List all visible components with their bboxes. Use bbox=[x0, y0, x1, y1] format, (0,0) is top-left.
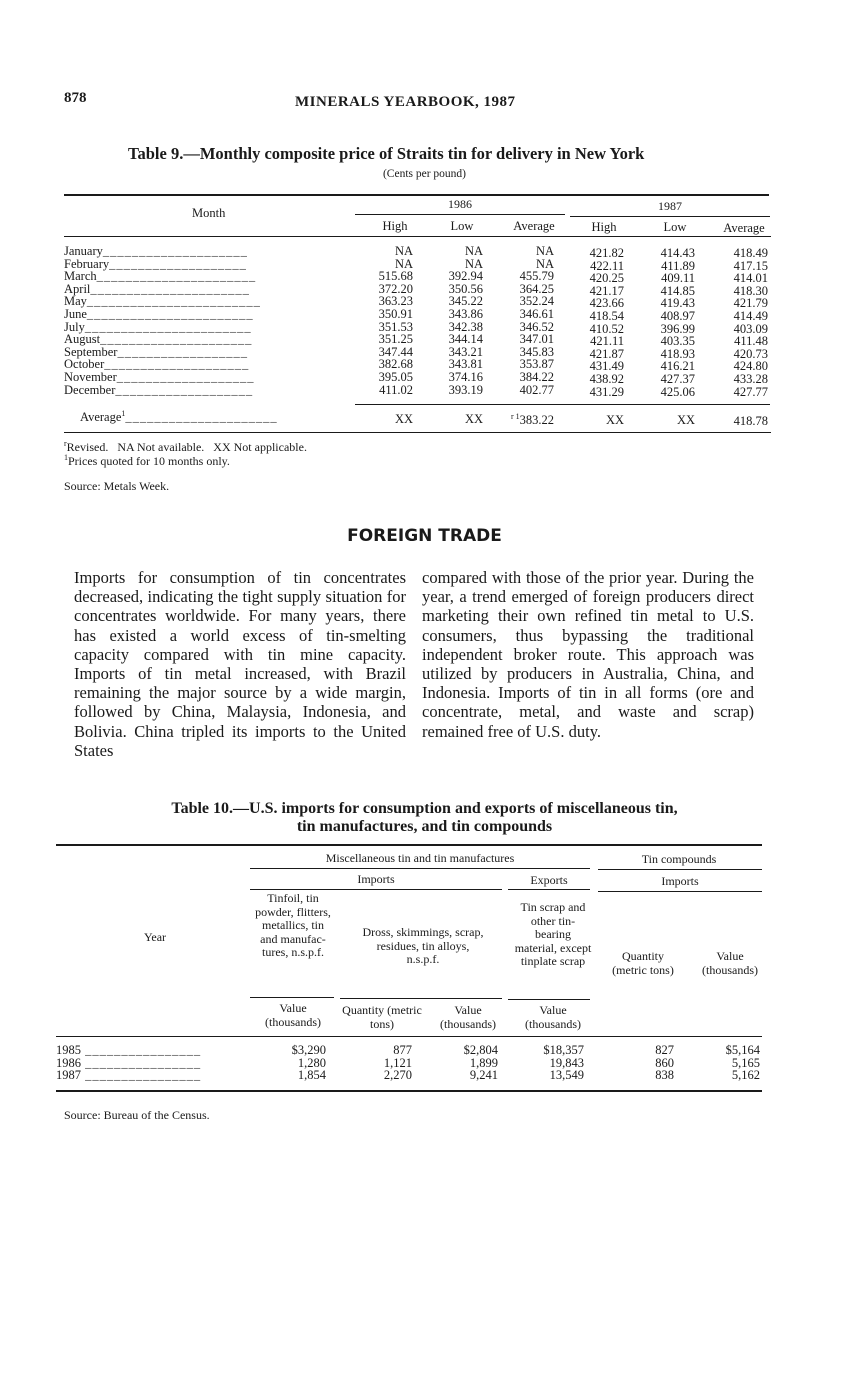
table10-group-header: Miscellaneous tin and tin manufactures bbox=[325, 851, 515, 865]
leader-dots: ________________ bbox=[81, 1043, 202, 1057]
table9-cell: 421.82 bbox=[589, 246, 624, 260]
leader-dots: ______________________ bbox=[96, 269, 257, 284]
table9-cell: NA bbox=[464, 244, 483, 258]
table9-cell: 421.11 bbox=[590, 334, 624, 349]
table10-cell: 1,899 bbox=[469, 1055, 498, 1070]
table9-cell: 424.80 bbox=[733, 359, 768, 374]
table9-cell: 421.79 bbox=[733, 296, 768, 311]
table9-bottom-rule bbox=[64, 432, 771, 433]
table9-top-rule bbox=[64, 194, 769, 196]
table9-cell: 418.49 bbox=[733, 246, 768, 260]
table9-cell: 345.22 bbox=[448, 294, 483, 309]
table10-subgroup-header: Imports bbox=[661, 874, 699, 888]
table10-unit-header: Quantity (metric tons) bbox=[342, 1003, 422, 1031]
table9-cell: 343.86 bbox=[448, 307, 483, 321]
leader-dots: _____________________ bbox=[100, 332, 253, 347]
table9-cell: 431.49 bbox=[589, 359, 624, 374]
table9-cell: 392.94 bbox=[448, 269, 483, 284]
year-label: 1986 bbox=[56, 1055, 81, 1070]
table10-cell: 838 bbox=[655, 1068, 674, 1083]
table9-cell: 411.48 bbox=[734, 334, 768, 349]
leader-dots: ________________ bbox=[81, 1055, 202, 1070]
footnote-mark: 1 bbox=[64, 453, 68, 462]
month-label: October bbox=[64, 357, 105, 372]
table9-avg-cell: XX bbox=[394, 412, 413, 426]
month-label: July bbox=[64, 319, 85, 334]
table10-title-line1: Table 10.—U.S. imports for consumption and exports of miscellaneous tin, bbox=[171, 800, 678, 817]
footnote-text: Revised. NA Not available. XX Not applicable. bbox=[66, 440, 307, 454]
table10-category-header: Quantity (metric tons) bbox=[612, 949, 674, 977]
footnote-text: Prices quoted for 10 months only. bbox=[68, 454, 230, 468]
table9-rule-1987 bbox=[570, 216, 770, 217]
table9-subtitle: (Cents per pound) bbox=[382, 168, 467, 180]
table9-cell: 350.56 bbox=[448, 281, 483, 296]
table9-cell: 353.87 bbox=[519, 357, 554, 372]
table9-cell: 418.54 bbox=[589, 309, 624, 323]
table9-cell: 411.02 bbox=[379, 382, 413, 397]
table10-cell: 2,270 bbox=[383, 1068, 412, 1083]
table10-cell: 5,165 bbox=[731, 1055, 760, 1070]
table9-cell: 431.29 bbox=[589, 384, 624, 399]
footnote-mark: r bbox=[64, 439, 67, 448]
table9-cell: NA bbox=[394, 244, 413, 258]
table9-cell: 382.68 bbox=[378, 357, 413, 372]
table9-cell: 416.21 bbox=[660, 359, 695, 374]
table9-cell: 342.38 bbox=[448, 319, 483, 334]
table10-category-header: Dross, skimmings, scrap, residues, tin alloys, n.s.p.f. bbox=[362, 925, 484, 966]
table9-cell: 403.09 bbox=[733, 321, 768, 336]
table9-cell: 347.01 bbox=[519, 332, 554, 347]
table9-cell: 414.85 bbox=[660, 283, 695, 298]
table9-col-header: Low bbox=[450, 219, 474, 233]
table10-category-header: Tinfoil, tin powder, flitters, metallics, tin and manufac- tures, n.s.p.f. bbox=[255, 891, 331, 959]
table10-title-line2: tin manufactures, and tin compounds bbox=[296, 818, 553, 835]
table10-cell: $3,290 bbox=[291, 1043, 326, 1057]
table9-cell: NA bbox=[535, 256, 554, 271]
month-label: December bbox=[64, 382, 116, 397]
table9-title: Table 9.—Monthly composite price of Straits tin for delivery in New York bbox=[128, 144, 645, 163]
leader-dots: ___________________ bbox=[116, 370, 255, 384]
table9-cell: 414.01 bbox=[733, 271, 768, 286]
table9-cell: 410.52 bbox=[589, 321, 624, 336]
table10-cell: 1,121 bbox=[383, 1055, 412, 1070]
table9-cell: 374.16 bbox=[448, 370, 483, 384]
table9-col-header: Average bbox=[723, 221, 765, 235]
table9-cell: 421.17 bbox=[589, 283, 624, 298]
table9-cell: 396.99 bbox=[660, 321, 695, 336]
rule bbox=[250, 997, 334, 998]
table9-cell: 414.49 bbox=[733, 309, 768, 323]
table9-col-header: Low bbox=[663, 220, 687, 234]
table9-header-rule bbox=[64, 236, 771, 237]
leader-dots: ____________________ bbox=[104, 357, 250, 372]
table10-cell: 827 bbox=[655, 1043, 674, 1057]
month-label: February bbox=[64, 256, 110, 271]
table9-cell: 346.61 bbox=[519, 307, 554, 321]
table9-avg-cell: XX bbox=[605, 413, 624, 427]
rule bbox=[508, 999, 590, 1000]
leader-dots: ___________________ bbox=[115, 382, 254, 397]
table9-cell: 343.21 bbox=[448, 344, 483, 359]
month-label: August bbox=[64, 332, 101, 347]
table9-cell: 420.25 bbox=[589, 271, 624, 286]
table10-cell: 860 bbox=[655, 1055, 674, 1070]
table10-cell: $5,164 bbox=[725, 1043, 760, 1057]
leader-dots: _______________________ bbox=[86, 307, 254, 321]
table10-stub-header: Year bbox=[143, 930, 167, 944]
table10-category-header: Value (thousands) bbox=[702, 949, 758, 977]
table9-cell: 423.66 bbox=[589, 296, 624, 311]
table9-avg-rule bbox=[355, 404, 770, 405]
table10-cell: 1,854 bbox=[297, 1068, 326, 1083]
table9-cell: 433.28 bbox=[733, 372, 768, 386]
table9-cell: 372.20 bbox=[378, 281, 413, 296]
table10-cell: 5,162 bbox=[731, 1068, 760, 1083]
table9-cell: 351.25 bbox=[378, 332, 413, 347]
leader-dots: ______________________ bbox=[90, 281, 250, 296]
section-heading: FOREIGN TRADE bbox=[347, 526, 502, 546]
rule bbox=[250, 868, 590, 869]
body-text-right-column: compared with those of the prior year. During the year, a trend emerged of foreign producers direct marketing their own refined tin metal to U.S. consumers, thus bypassing the traditional independent broker route. This approach was utilized by producers in Australia, China, and Indonesia. Imports of tin in all forms (ore and concentrate, metal, and waste and scrap) remained free of U.S. duty. bbox=[422, 568, 754, 741]
table9-year-1986: 1986 bbox=[448, 197, 472, 211]
table9-cell: 418.93 bbox=[660, 346, 695, 361]
table9-cell: 352.24 bbox=[519, 294, 554, 309]
table9-cell: NA bbox=[394, 256, 413, 271]
table10-source: Source: Bureau of the Census. bbox=[64, 1108, 210, 1122]
page-number: 878 bbox=[64, 90, 87, 106]
table9-cell: 351.53 bbox=[378, 319, 413, 334]
table9-cell: 403.35 bbox=[660, 334, 695, 349]
rule bbox=[598, 891, 762, 892]
table9-average-label bbox=[64, 409, 278, 425]
table10-unit-header: Value (thousands) bbox=[525, 1003, 581, 1031]
leader-dots: ___________________ bbox=[109, 256, 247, 271]
table10-unit-header: Value (thousands) bbox=[440, 1003, 496, 1031]
table9-cell: 347.44 bbox=[378, 344, 413, 359]
table10-cell: $2,804 bbox=[463, 1043, 498, 1057]
table9-cell: 418.30 bbox=[733, 283, 768, 298]
table9-col-header: Average bbox=[513, 219, 555, 233]
table10-group-header: Tin compounds bbox=[641, 852, 717, 866]
footnote-mark: r 1 bbox=[510, 412, 520, 421]
leader-dots: ________________ bbox=[81, 1068, 202, 1083]
table9-cell: 425.06 bbox=[660, 384, 695, 399]
year-label: 1985 bbox=[56, 1043, 81, 1057]
footnote-mark: 1 bbox=[121, 409, 126, 418]
table9-cell: 427.37 bbox=[660, 372, 695, 386]
rule bbox=[508, 889, 590, 890]
table9-avg-cell bbox=[490, 412, 554, 428]
table9-source: Source: Metals Week. bbox=[64, 479, 170, 493]
month-label: June bbox=[64, 307, 87, 321]
table10-cell: 9,241 bbox=[469, 1068, 498, 1083]
rule bbox=[598, 869, 762, 870]
table9-cell: 364.25 bbox=[519, 281, 554, 296]
table10-category-header: Tin scrap and other tin-bearing material, except tinplate scrap bbox=[514, 900, 592, 968]
table9-row-month bbox=[64, 383, 253, 398]
year-label: 1987 bbox=[56, 1068, 81, 1083]
table9-cell: 438.92 bbox=[589, 372, 624, 386]
table10-top-rule bbox=[56, 844, 762, 846]
table9-cell: NA bbox=[535, 244, 554, 258]
table10-cell: 13,549 bbox=[549, 1068, 584, 1083]
table9-cell: 402.77 bbox=[519, 382, 554, 397]
table10-bottom-rule bbox=[56, 1090, 762, 1092]
table9-cell: 427.77 bbox=[733, 384, 768, 399]
table9-cell: 419.43 bbox=[660, 296, 695, 311]
table9-cell: NA bbox=[464, 256, 483, 271]
body-text-left-column: Imports for consumption of tin concentrates decreased, indicating the tight supply situation for concentrates worldwide. For many years, there has existed a world excess of tin-smelting capacity compared with tin mine capacity. Imports of tin metal increased, with Brazil remaining the major source by a wide margin, followed by China, Malaysia, Indonesia, and Bolivia. China tripled its imports to the United States bbox=[74, 568, 406, 760]
table10-cell: $18,357 bbox=[543, 1043, 584, 1057]
table9-cell: 411.89 bbox=[661, 258, 695, 273]
running-head: MINERALS YEARBOOK, 1987 bbox=[295, 94, 516, 110]
month-label: March bbox=[64, 269, 97, 284]
table9-cell: 408.97 bbox=[660, 309, 695, 323]
table10-header-rule bbox=[56, 1036, 762, 1037]
table9-avg-cell: XX bbox=[676, 413, 695, 427]
month-label: November bbox=[64, 370, 117, 384]
table9-avg-cell: 418.78 bbox=[733, 414, 768, 428]
table10-unit-header: Value (thousands) bbox=[265, 1001, 321, 1029]
table10-row-year bbox=[56, 1068, 201, 1083]
table9-cell: 345.83 bbox=[519, 344, 554, 359]
table9-cell: 455.79 bbox=[519, 269, 554, 284]
leader-dots: ________________________ bbox=[86, 294, 261, 309]
table9-cell: 421.87 bbox=[589, 346, 624, 361]
month-label: January bbox=[64, 244, 103, 258]
table10-cell: 1,280 bbox=[297, 1055, 326, 1070]
leader-dots: _______________________ bbox=[84, 319, 252, 334]
month-label: April bbox=[64, 281, 91, 296]
table9-year-1987: 1987 bbox=[658, 199, 682, 213]
table10-cell: 877 bbox=[393, 1043, 412, 1057]
table10-subgroup-header: Imports bbox=[357, 872, 395, 886]
leader-dots: _____________________ bbox=[125, 410, 278, 425]
month-label: September bbox=[64, 344, 118, 359]
table9-col-header: High bbox=[382, 219, 408, 233]
table9-cell: 417.15 bbox=[733, 258, 768, 273]
table9-cell: 363.23 bbox=[378, 294, 413, 309]
table9-rule-1986 bbox=[355, 214, 565, 215]
leader-dots: ____________________ bbox=[102, 244, 248, 258]
table9-cell: 343.81 bbox=[448, 357, 483, 372]
average-label-text: Average bbox=[80, 410, 122, 425]
rule bbox=[340, 998, 502, 999]
month-label: May bbox=[64, 294, 87, 309]
table9-cell: 409.11 bbox=[661, 271, 695, 286]
leader-dots: __________________ bbox=[117, 344, 248, 359]
table9-cell: 350.91 bbox=[378, 307, 413, 321]
avg-value: 383.22 bbox=[519, 413, 554, 428]
table9-footnote bbox=[64, 453, 230, 469]
table9-cell: 393.19 bbox=[448, 382, 483, 397]
table9-col-header: High bbox=[591, 220, 617, 234]
table9-cell: 515.68 bbox=[378, 269, 413, 284]
table9-cell: 414.43 bbox=[660, 246, 695, 260]
table9-avg-cell: XX bbox=[464, 412, 483, 426]
table9-stub-header: Month bbox=[192, 206, 226, 220]
table9-cell: 384.22 bbox=[519, 370, 554, 384]
table10-cell: 19,843 bbox=[549, 1055, 584, 1070]
table9-cell: 395.05 bbox=[378, 370, 413, 384]
table10-subgroup-header: Exports bbox=[530, 873, 568, 887]
table9-cell: 346.52 bbox=[519, 319, 554, 334]
table9-cell: 420.73 bbox=[733, 346, 768, 361]
table9-cell: 422.11 bbox=[590, 258, 624, 273]
table9-cell: 344.14 bbox=[448, 332, 483, 347]
rule bbox=[250, 889, 502, 890]
